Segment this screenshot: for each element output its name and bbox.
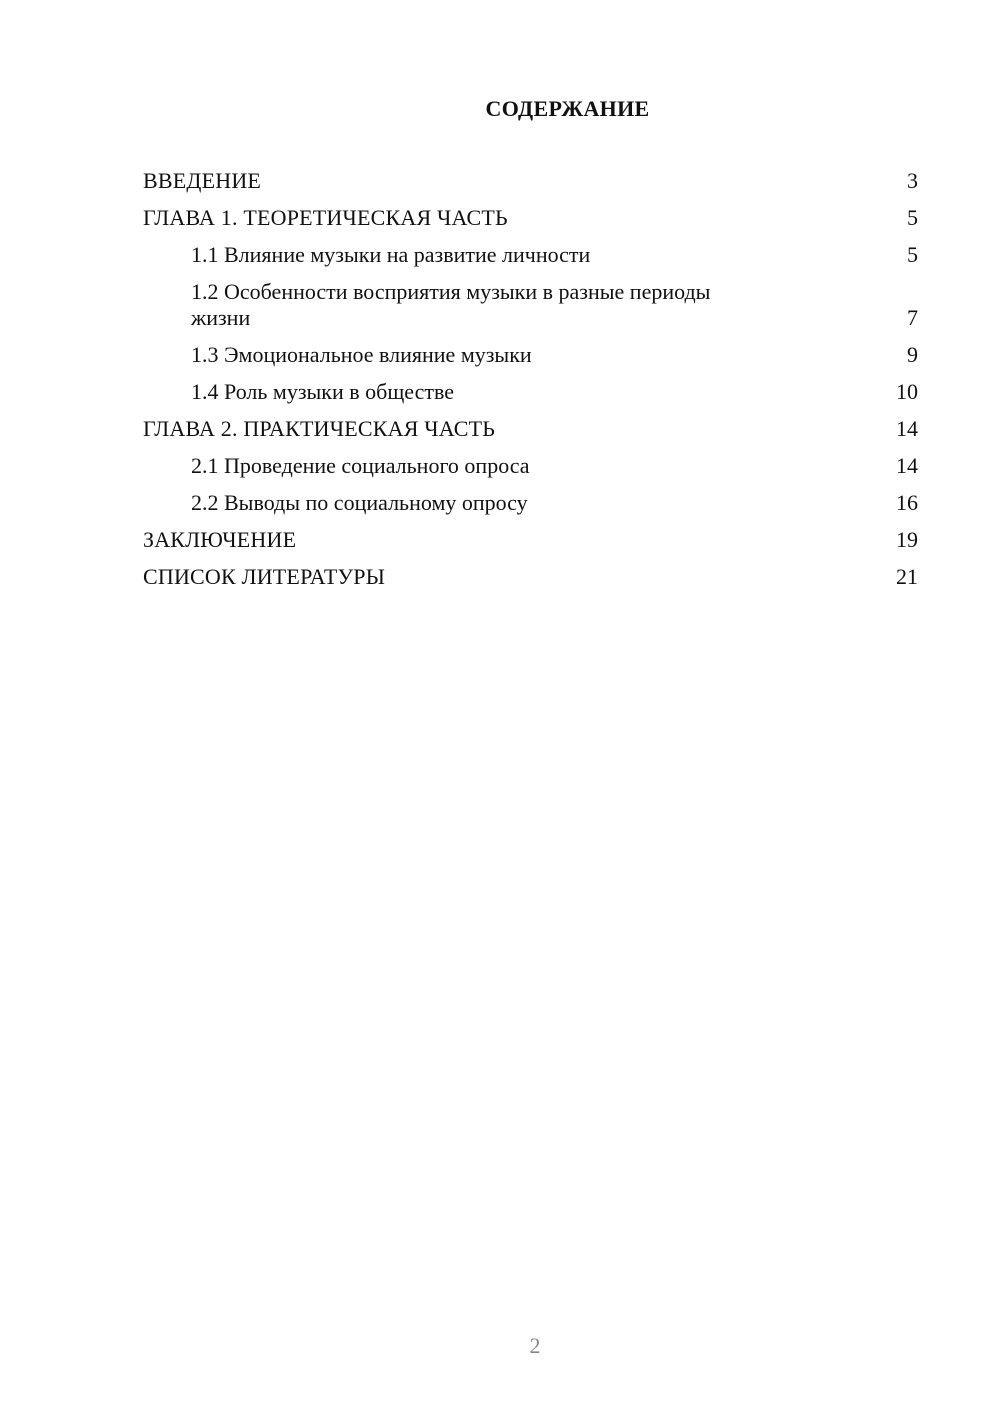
toc-entry[interactable] <box>143 564 918 590</box>
toc-entry-page: 14 <box>896 416 918 441</box>
toc-entry-page: 21 <box>896 564 918 589</box>
toc-entry[interactable] <box>143 342 918 368</box>
toc-entry-page: 10 <box>896 379 918 404</box>
toc-entry[interactable] <box>143 527 918 553</box>
toc-entry-page: 5 <box>907 205 918 230</box>
toc-entry-page: 14 <box>896 453 918 478</box>
toc-entry-page: 19 <box>896 527 918 552</box>
toc-entry-label: 1.4 Роль музыки в обществе <box>191 379 455 404</box>
toc-entry-label: ЗАКЛЮЧЕНИЕ <box>143 527 297 552</box>
toc-entry[interactable] <box>143 279 918 331</box>
table-of-contents <box>143 168 918 601</box>
toc-title: СОДЕРЖАНИЕ <box>485 96 650 121</box>
toc-entry-label: ГЛАВА 2. ПРАКТИЧЕСКАЯ ЧАСТЬ <box>143 416 496 441</box>
toc-entry-page: 5 <box>907 242 918 267</box>
toc-entry-label: 2.1 Проведение социального опроса <box>191 453 530 478</box>
toc-entry[interactable] <box>143 453 918 479</box>
toc-entry-label: 1.3 Эмоциональное влияние музыки <box>191 342 532 367</box>
toc-entry[interactable] <box>143 416 918 442</box>
toc-entry-page: 7 <box>907 305 918 330</box>
toc-entry-label: 1.2 Особенности восприятия музыки в разные периоды жизни <box>191 279 711 330</box>
toc-entry[interactable] <box>143 168 918 194</box>
toc-entry-label: ВВЕДЕНИЕ <box>143 168 262 193</box>
toc-entry[interactable] <box>143 242 918 268</box>
toc-entry[interactable] <box>143 379 918 405</box>
toc-entry[interactable] <box>143 490 918 516</box>
toc-entry-page: 3 <box>907 168 918 193</box>
toc-entry-label: 2.2 Выводы по социальному опросу <box>191 490 528 515</box>
footer-page-number: 2 <box>529 1333 541 1358</box>
toc-entry-page: 9 <box>907 342 918 367</box>
toc-entry-label: ГЛАВА 1. ТЕОРЕТИЧЕСКАЯ ЧАСТЬ <box>143 205 508 230</box>
toc-entry[interactable] <box>143 205 918 231</box>
toc-entry-page: 16 <box>896 490 918 515</box>
toc-entry-label: СПИСОК ЛИТЕРАТУРЫ <box>143 564 386 589</box>
toc-entry-label: 1.1 Влияние музыки на развитие личности <box>191 242 591 267</box>
